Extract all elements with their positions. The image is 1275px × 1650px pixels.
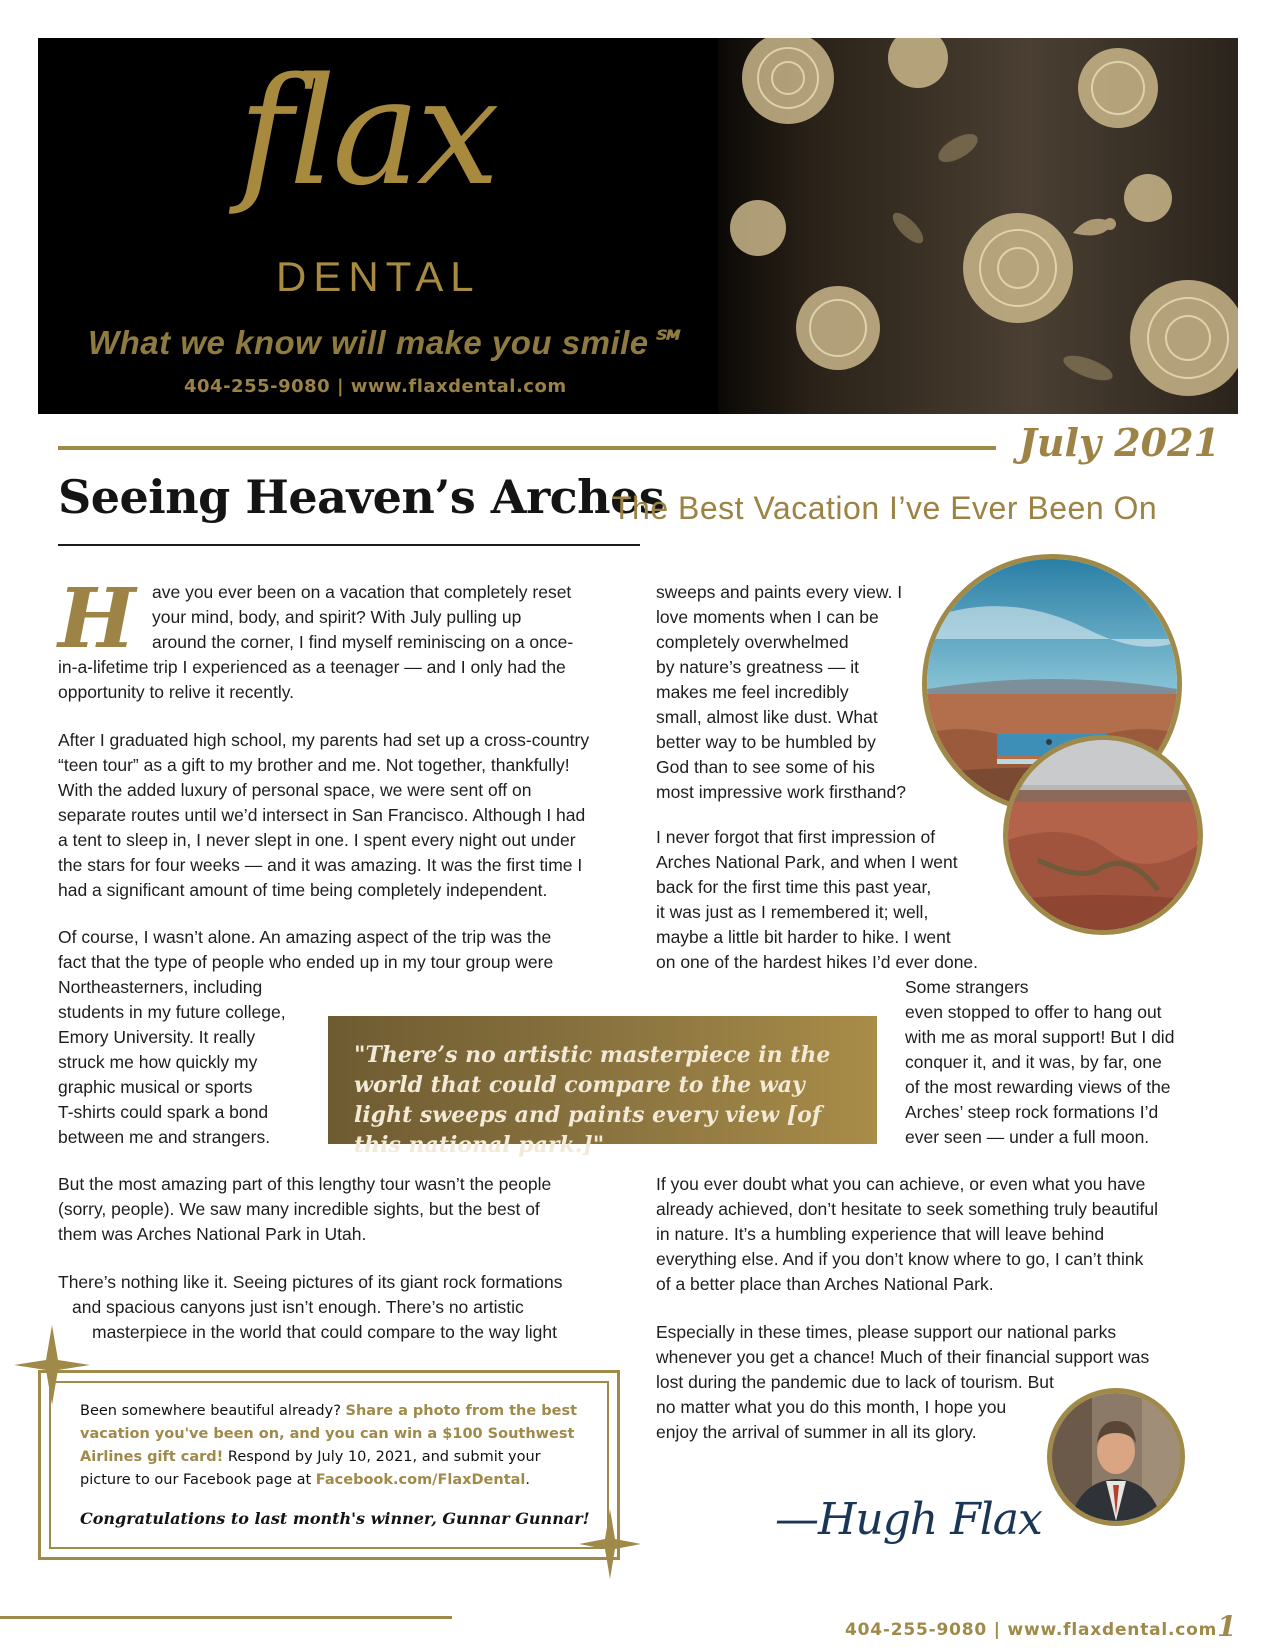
header-banner <box>38 38 1238 414</box>
tagline: What we know will make you smile℠ <box>88 324 683 361</box>
text-line: After I graduated high school, my parents had set up a cross-country <box>58 730 590 750</box>
text-line: completely overwhelmed <box>656 632 849 652</box>
paragraph-right-2 <box>656 825 978 975</box>
text-line: enjoy the arrival of summer in all its glory. <box>656 1422 977 1442</box>
text-line: T-shirts could spark a bond <box>58 1102 269 1122</box>
contest-congrats: Congratulations to last month's winner, Gunnar Gunnar! <box>80 1509 590 1528</box>
text-line: in nature. It’s a humbling experience that will leave behind <box>656 1224 1105 1244</box>
text-line: makes me feel incredibly <box>656 682 849 702</box>
text-line: better way to be humbled by <box>656 732 876 752</box>
text-line: and spacious canyons just isn’t enough. There’s no artistic <box>72 1297 524 1317</box>
text-line: With the added luxury of personal space, we were sent off on <box>58 780 532 800</box>
text-line: fact that the type of people who ended up in my tour group were <box>58 952 554 972</box>
text-line: no matter what you do this month, I hope you <box>656 1397 1007 1417</box>
text-line: maybe a little bit harder to hike. I went <box>656 927 951 947</box>
article-title: Seeing Heaven’s Arches <box>58 470 665 524</box>
footer-rule <box>0 1616 452 1619</box>
text-line: of the most rewarding views of the <box>905 1077 1171 1097</box>
text-line: If you ever doubt what you can achieve, or even what you have <box>656 1174 1146 1194</box>
text-line: masterpiece in the world that could compare to the way light <box>92 1322 557 1342</box>
paragraph-best-sight <box>58 1172 551 1247</box>
text-line: with me as moral support! But I did <box>905 1027 1175 1047</box>
text-line: graphic musical or sports <box>58 1077 253 1097</box>
text-line: back for the first time this past year, <box>656 877 932 897</box>
text-line: in-a-lifetime trip I experienced as a teenager — and I only had the <box>58 657 566 677</box>
text-line: on one of the hardest hikes I’d ever done. <box>656 952 979 972</box>
paragraph-teen-tour <box>58 728 589 903</box>
text-line: already achieved, don’t hesitate to seek something truly beautiful <box>656 1199 1158 1219</box>
text-line: them was Arches National Park in Utah. <box>58 1224 367 1244</box>
paragraph-right-1 <box>656 580 906 805</box>
text-line: ave you ever been on a vacation that completely reset <box>152 582 572 602</box>
text-line: lost during the pandemic due to lack of tourism. But <box>656 1372 1054 1392</box>
contest-period: . <box>525 1472 530 1488</box>
text-line: There’s nothing like it. Seeing pictures of its giant rock formations <box>58 1272 563 1292</box>
signature: —Hugh Flax <box>775 1494 1042 1545</box>
floral-illustration <box>718 38 1238 414</box>
issue-date: July 2021 <box>1018 420 1220 465</box>
text-line: everything else. And if you don’t know where to go, I can’t think <box>656 1249 1144 1269</box>
text-line: love moments when I can be <box>656 607 879 627</box>
canyon-photo <box>1003 735 1203 935</box>
footer-contact: 404-255-9080 | www.flaxdental.com <box>845 1620 1218 1640</box>
author-portrait <box>1047 1388 1185 1526</box>
paragraph-right-2-wrap <box>905 975 1174 1150</box>
text-line: your mind, body, and spirit? With July pulling up <box>152 607 522 627</box>
title-rule <box>58 544 640 546</box>
pull-quote <box>328 1016 877 1158</box>
text-line: Emory University. It really <box>58 1027 256 1047</box>
facebook-link[interactable]: Facebook.com/FlaxDental <box>315 1472 526 1488</box>
text-line: (sorry, people). We saw many incredible sights, but the best of <box>58 1199 540 1219</box>
text-line: the stars for four weeks — and it was amazing. It was the first time I <box>58 855 583 875</box>
header-contact: 404-255-9080 | www.flaxdental.com <box>184 376 567 397</box>
pull-quote-text: "There’s no artistic masterpiece in the world that could compare to the way light sweeps and paints every view [of this national park.]" <box>354 1042 831 1158</box>
text-line: Arches National Park, and when I went <box>656 852 958 872</box>
text-line: most impressive work firsthand? <box>656 782 906 802</box>
text-line: small, almost like dust. What <box>656 707 878 727</box>
text-line: struck me how quickly my <box>58 1052 258 1072</box>
text-line: Some strangers <box>905 977 1029 997</box>
text-line: But the most amazing part of this lengthy tour wasn’t the people <box>58 1174 552 1194</box>
text-line: Especially in these times, please support our national parks <box>656 1322 1117 1342</box>
article-subtitle: The Best Vacation I’ve Ever Been On <box>612 490 1158 526</box>
contest-text <box>80 1400 580 1492</box>
text-line: separate routes until we’d intersect in San Francisco. Although I had <box>58 805 586 825</box>
text-line: had a significant amount of time being completely independent. <box>58 880 548 900</box>
contest-highlight: Share a photo from the best vacation you've been on, and you can win a $100 Southwest Airlines gift card! <box>80 1403 578 1465</box>
text-line: a tent to sleep in, I never slept in one. I spent every night out under <box>58 830 576 850</box>
paragraph-right-3 <box>656 1172 1158 1297</box>
text-line: opportunity to relive it recently. <box>58 682 295 702</box>
text-line: it was just as I remembered it; well, <box>656 902 929 922</box>
paragraph-intro-cont <box>58 655 566 705</box>
drop-cap: H <box>58 571 136 667</box>
text-line: around the corner, I find myself reminiscing on a once- <box>152 632 574 652</box>
header-rule <box>58 446 996 450</box>
text-line: God than to see some of his <box>656 757 875 777</box>
text-line: sweeps and paints every view. I <box>656 582 903 602</box>
text-line: Of course, I wasn’t alone. An amazing aspect of the trip was the <box>58 927 552 947</box>
text-line: students in my future college, <box>58 1002 286 1022</box>
text-line: of a better place than Arches National Park. <box>656 1274 994 1294</box>
sparkle-icon <box>12 1320 92 1410</box>
paragraph-nothing-like-it <box>58 1270 563 1345</box>
text-line: whenever you get a chance! Much of their financial support was <box>656 1347 1150 1367</box>
logo-subtitle: DENTAL <box>276 253 481 300</box>
text-line: “teen tour” as a gift to my brother and me. Not together, thankfully! <box>58 755 570 775</box>
text-line: I never forgot that first impression of <box>656 827 936 847</box>
text-line: conquer it, and it was, by far, one <box>905 1052 1162 1072</box>
text-line: ever seen — under a full moon. <box>905 1127 1150 1147</box>
text-line: between me and strangers. <box>58 1127 271 1147</box>
text-line: by nature’s greatness — it <box>656 657 859 677</box>
page-number: 1 <box>1217 1610 1237 1643</box>
text-line: Arches’ steep rock formations I’d <box>905 1102 1159 1122</box>
contest-instructions: Respond by July 10, 2021, and submit your picture to our Facebook page at <box>80 1449 541 1488</box>
paragraph-intro <box>152 580 573 655</box>
logo-wordmark: flax <box>238 46 496 218</box>
contest-lead: Been somewhere beautiful already? <box>80 1403 341 1419</box>
text-line: Northeasterners, including <box>58 977 263 997</box>
text-line: even stopped to offer to hang out <box>905 1002 1162 1022</box>
